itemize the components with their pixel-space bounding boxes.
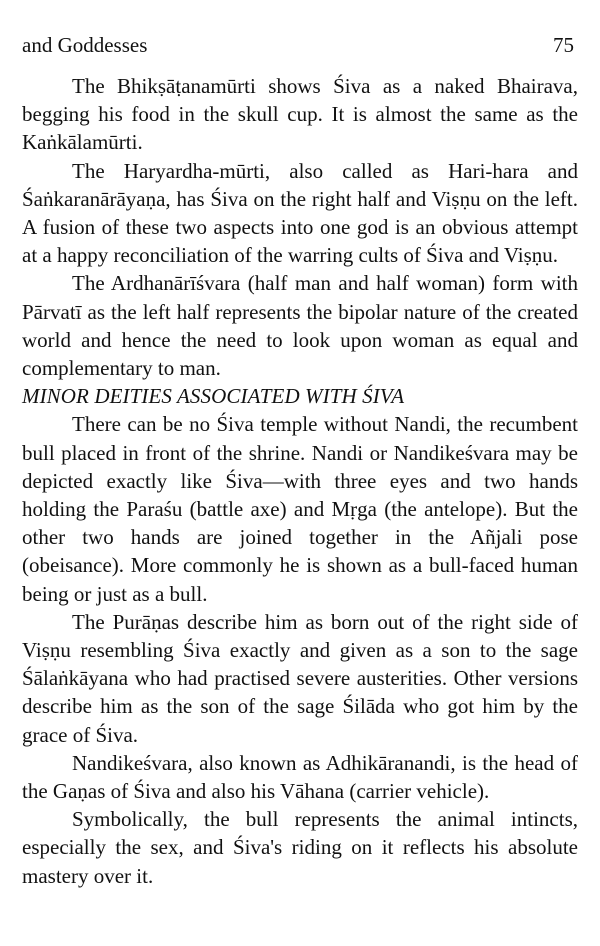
running-head — [22, 30, 578, 60]
paragraph-haryardha-murti: The Haryardha-mūrti, also called as Hari-hara and Śaṅkaranārāyaṇa, has Śiva on the right half and Viṣṇu on the left. A fusion of these two aspects into one god is an obvious attempt at a happy reconciliation of the warring cults of Śiva and Viṣṇu. — [22, 158, 578, 268]
body-text — [22, 72, 578, 890]
page-number: 75 — [553, 33, 574, 57]
paragraph-puranas: The Purāṇas describe him as born out of the right side of Viṣṇu resembling Śiva exactly and given as a son to the sage Śālaṅkāyana who had practised severe austerities. Other versions describe him as the son of the sage Śilāda who got him by the grace of Śiva. — [22, 609, 578, 747]
paragraph-ardhanarisvara: The Ardhanārīśvara (half man and half woman) form with Pārvatī as the left half represents the bipolar nature of the created world and hence the need to look upon woman as equal and complementary to man. — [22, 271, 578, 381]
section-heading: MINOR DEITIES ASSOCIATED WITH ŚIVA — [22, 384, 405, 409]
paragraph-nandikesvara: Nandikeśvara, also known as Adhikāranandi, is the head of the Gaṇas of Śiva and also his Vāhana (carrier vehicle). — [22, 750, 578, 804]
running-title: and Goddesses — [22, 33, 148, 57]
paragraph-symbolism: Symbolically, the bull represents the animal intincts, especially the sex, and Śiva's riding on it reflects his absolute mastery over it. — [22, 807, 578, 888]
paragraph-bhiksatanamurti: The Bhikṣāṭanamūrti shows Śiva as a naked Bhairava, begging his food in the skull cup. It is almost the same as the Kaṅkālamūrti. — [22, 74, 578, 155]
paragraph-nandi: There can be no Śiva temple without Nandi, the recumbent bull placed in front of the shrine. Nandi or Nandikeśvara may be depicted exactly like Śiva—with three eyes and two hands holding the Paraśu (battle axe) and Mṛga (the antelope). But the other two hands are joined together in the Añjali pose (obeisance). More commonly he is shown as a bull-faced human being or just as a bull. — [22, 412, 578, 606]
